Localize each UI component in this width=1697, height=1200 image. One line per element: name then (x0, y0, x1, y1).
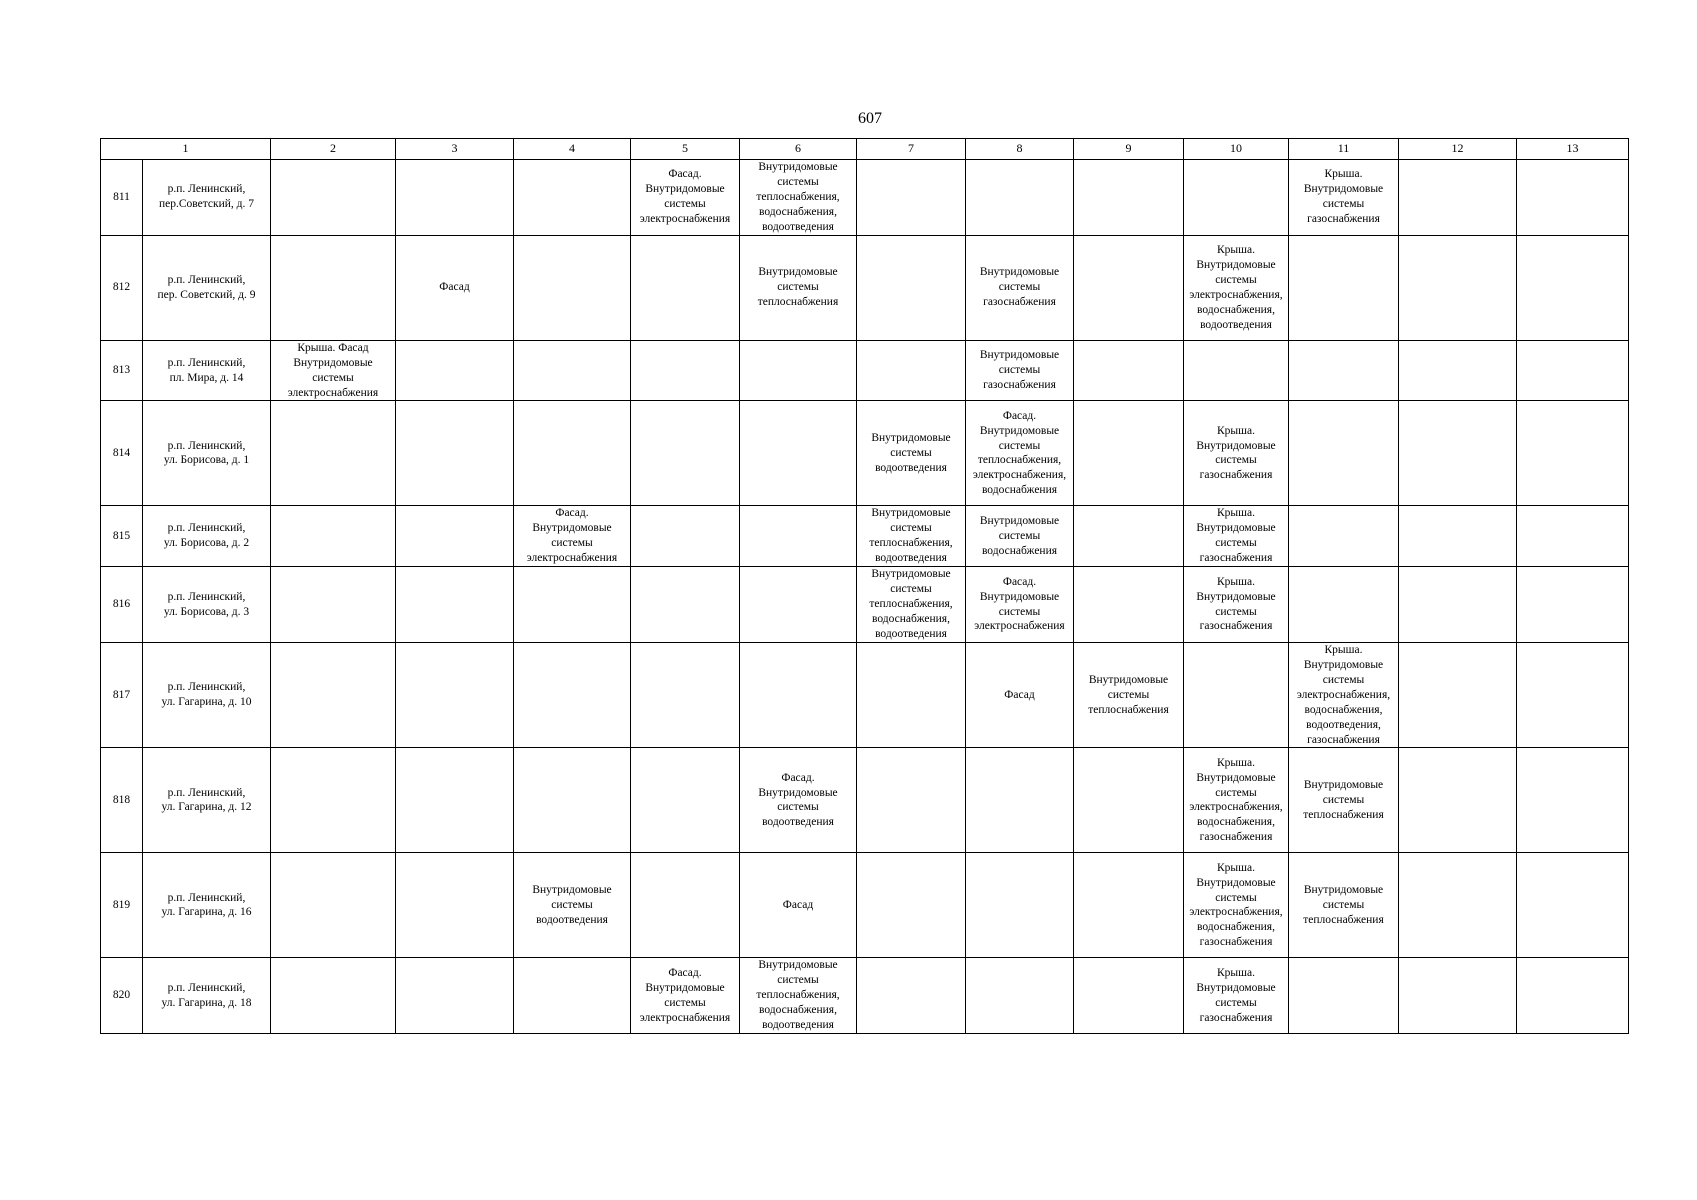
work-type-cell (1184, 506, 1289, 567)
work-type-cell (271, 401, 396, 506)
work-type-cell (396, 401, 514, 506)
address-cell (143, 160, 271, 236)
column-header: 4 (514, 139, 631, 160)
table-row (101, 340, 1629, 401)
work-type-cell (514, 340, 631, 401)
work-type-cell (631, 567, 740, 643)
address-text: р.п. Ленинский, ул. Гагарина, д. 18 (161, 981, 252, 1009)
table-row (101, 748, 1629, 853)
work-type-cell (740, 401, 857, 506)
work-type-cell (396, 958, 514, 1034)
header-row (101, 139, 1629, 160)
column-header: 3 (396, 139, 514, 160)
work-type-text: Крыша. Внутридомовые системы электроснабжения, водоснабжения, водоотведения, газоснабжения (1296, 643, 1391, 746)
table-row (101, 853, 1629, 958)
work-type-cell (966, 958, 1074, 1034)
work-type-cell (1399, 235, 1517, 340)
work-type-cell (1184, 748, 1289, 853)
work-type-cell (1074, 506, 1184, 567)
work-type-cell (966, 401, 1074, 506)
work-type-text: Внутридомовые системы водоотведения (532, 884, 612, 926)
work-type-cell (857, 853, 966, 958)
work-type-cell (631, 506, 740, 567)
work-type-cell (1289, 853, 1399, 958)
work-type-cell (1289, 567, 1399, 643)
work-type-text: Внутридомовые системы теплоснабжения (1303, 884, 1384, 926)
table-row (101, 506, 1629, 567)
work-type-text: Фасад. Внутридомовые системы электроснабжения (526, 507, 618, 565)
column-header: 11 (1289, 139, 1399, 160)
work-type-cell (1289, 642, 1399, 748)
column-header: 1 (101, 139, 271, 160)
row-number-cell: 817 (101, 642, 143, 748)
work-type-text: Фасад. Внутридомовые системы электроснабжения (639, 966, 731, 1024)
work-type-cell (740, 853, 857, 958)
work-type-text: Внутридомовые системы водоснабжения (979, 514, 1060, 557)
work-type-cell (1399, 340, 1517, 401)
work-type-text: Внутридомовые системы теплоснабжения (1088, 673, 1169, 716)
work-type-cell (966, 748, 1074, 853)
work-type-cell (857, 340, 966, 401)
work-type-cell (1399, 506, 1517, 567)
work-type-text: Крыша. Внутридомовые системы газоснабжения (1196, 575, 1276, 633)
row-number-cell: 814 (101, 401, 143, 506)
address-cell (143, 340, 271, 401)
work-type-text: Крыша. Внутридомовые системы газоснабжения (1196, 507, 1276, 565)
address-text: р.п. Ленинский, ул. Гагарина, д. 16 (161, 891, 252, 919)
work-type-text: Крыша. Внутридомовые системы электроснабжения, водоснабжения, газоснабжения (1189, 756, 1283, 844)
work-type-cell (740, 567, 857, 643)
work-type-cell (1399, 748, 1517, 853)
work-type-cell (1074, 748, 1184, 853)
address-text: р.п. Ленинский, ул. Борисова, д. 2 (163, 522, 250, 550)
work-type-cell (1074, 401, 1184, 506)
work-type-cell (1517, 642, 1629, 748)
work-type-cell (1184, 401, 1289, 506)
work-type-cell (631, 235, 740, 340)
work-type-text: Внутридомовые системы теплоснабжения, водоснабжения, водоотведения (869, 568, 953, 640)
column-header: 12 (1399, 139, 1517, 160)
table-row (101, 401, 1629, 506)
column-header: 2 (271, 139, 396, 160)
address-cell (143, 567, 271, 643)
work-type-cell (271, 642, 396, 748)
work-type-cell (1074, 340, 1184, 401)
address-cell (143, 235, 271, 340)
work-type-cell (1074, 958, 1184, 1034)
work-type-cell (1184, 235, 1289, 340)
work-type-cell (740, 340, 857, 401)
address-cell (143, 642, 271, 748)
address-text: р.п. Ленинский, ул. Гагарина, д. 12 (161, 786, 252, 814)
work-type-cell (396, 160, 514, 236)
work-type-text: Внутридомовые системы теплоснабжения, водоотведения (869, 507, 953, 565)
work-type-text: Крыша. Внутридомовые системы газоснабжения (1196, 966, 1276, 1024)
work-type-cell (631, 340, 740, 401)
address-cell (143, 506, 271, 567)
work-type-text: Внутридомовые системы газоснабжения (979, 266, 1060, 309)
work-type-cell (1517, 958, 1629, 1034)
row-number-cell: 818 (101, 748, 143, 853)
work-type-cell (857, 160, 966, 236)
address-text: р.п. Ленинский, пер.Советский, д. 7 (158, 183, 255, 211)
work-type-cell (857, 567, 966, 643)
address-cell (143, 853, 271, 958)
work-type-cell (396, 340, 514, 401)
column-header: 9 (1074, 139, 1184, 160)
work-type-cell (966, 506, 1074, 567)
work-type-cell (857, 235, 966, 340)
work-type-cell (396, 506, 514, 567)
work-type-cell (396, 642, 514, 748)
work-type-cell (396, 567, 514, 643)
work-type-cell (514, 748, 631, 853)
work-type-cell (1074, 642, 1184, 748)
work-type-cell (1289, 340, 1399, 401)
work-type-cell (1289, 401, 1399, 506)
work-type-cell (1517, 340, 1629, 401)
work-type-cell (1517, 853, 1629, 958)
work-type-cell (396, 235, 514, 340)
work-type-cell (857, 642, 966, 748)
work-type-text: Фасад. Внутридомовые системы электроснабжения (974, 575, 1065, 633)
work-type-cell (514, 567, 631, 643)
work-type-cell (1289, 958, 1399, 1034)
work-type-cell (271, 506, 396, 567)
work-type-cell (271, 958, 396, 1034)
work-type-text: Крыша. Внутридомовые системы электроснабжения, водоснабжения, газоснабжения (1189, 861, 1283, 949)
column-header: 10 (1184, 139, 1289, 160)
work-type-cell (740, 160, 857, 236)
work-type-text: Внутридомовые системы водоотведения (871, 432, 951, 474)
work-type-cell (271, 160, 396, 236)
work-type-cell (1289, 235, 1399, 340)
work-type-cell (1399, 160, 1517, 236)
work-type-text: Крыша. Внутридомовые системы газоснабжения (1303, 168, 1384, 226)
work-type-text: Внутридомовые системы газоснабжения (979, 349, 1060, 392)
page-number: 607 (858, 110, 882, 127)
work-type-cell (740, 235, 857, 340)
work-type-cell (740, 748, 857, 853)
work-type-cell (966, 853, 1074, 958)
work-type-cell (1289, 160, 1399, 236)
work-type-text: Крыша. Внутридомовые системы газоснабжения (1196, 424, 1276, 482)
table-header (101, 139, 1629, 160)
work-type-cell (1074, 160, 1184, 236)
work-type-cell (966, 567, 1074, 643)
work-type-cell (631, 160, 740, 236)
work-type-cell (396, 748, 514, 853)
address-text: р.п. Ленинский, пл. Мира, д. 14 (167, 356, 246, 384)
work-type-text: Внутридомовые системы теплоснабжения, водоснабжения, водоотведения (756, 161, 840, 233)
address-text: р.п. Ленинский, ул. Гагарина, д. 10 (161, 681, 252, 709)
column-header: 5 (631, 139, 740, 160)
table-row (101, 235, 1629, 340)
work-type-cell (1517, 160, 1629, 236)
work-type-cell (271, 748, 396, 853)
table-row (101, 567, 1629, 643)
row-number-cell: 813 (101, 340, 143, 401)
work-type-cell (514, 853, 631, 958)
column-header: 8 (966, 139, 1074, 160)
address-cell (143, 401, 271, 506)
work-type-cell (514, 160, 631, 236)
work-type-cell (1289, 748, 1399, 853)
repair-schedule-table (100, 138, 1629, 1034)
work-type-cell (966, 160, 1074, 236)
work-type-cell (514, 401, 631, 506)
column-header: 6 (740, 139, 857, 160)
work-type-cell (1517, 506, 1629, 567)
table-row (101, 160, 1629, 236)
work-type-cell (1184, 642, 1289, 748)
work-type-text: Фасад (439, 281, 470, 294)
work-type-cell (1184, 567, 1289, 643)
row-number-cell: 820 (101, 958, 143, 1034)
work-type-cell (857, 748, 966, 853)
work-type-cell (740, 642, 857, 748)
work-type-cell (514, 642, 631, 748)
work-type-cell (1184, 853, 1289, 958)
work-type-cell (1399, 567, 1517, 643)
work-type-cell (631, 401, 740, 506)
address-text: р.п. Ленинский, пер. Советский, д. 9 (157, 273, 256, 301)
work-type-cell (966, 340, 1074, 401)
work-type-cell (271, 853, 396, 958)
work-type-cell (1289, 506, 1399, 567)
work-type-cell (966, 235, 1074, 340)
work-type-text: Фасад (782, 898, 814, 911)
column-header: 7 (857, 139, 966, 160)
work-type-text: Внутридомовые системы теплоснабжения (757, 266, 839, 309)
work-type-cell (631, 748, 740, 853)
row-number-cell: 812 (101, 235, 143, 340)
work-type-cell (1399, 401, 1517, 506)
work-type-cell (1184, 160, 1289, 236)
work-type-cell (1517, 401, 1629, 506)
address-text: р.п. Ленинский, ул. Борисова, д. 1 (163, 439, 250, 467)
table-row (101, 642, 1629, 748)
work-type-cell (1074, 235, 1184, 340)
work-type-cell (271, 235, 396, 340)
work-type-cell (271, 567, 396, 643)
work-type-cell (966, 642, 1074, 748)
work-type-text: Крыша. Фасад Внутридомовые системы электроснабжения (287, 341, 379, 399)
work-type-cell (740, 506, 857, 567)
address-cell (143, 958, 271, 1034)
work-type-text: Фасад. Внутридомовые системы теплоснабжения, электроснабжения, водоснабжения (972, 409, 1067, 497)
work-type-text: Внутридомовые системы теплоснабжения, водоснабжения, водоотведения (756, 959, 840, 1032)
work-type-cell (857, 958, 966, 1034)
work-type-cell (1517, 748, 1629, 853)
work-type-cell (1184, 958, 1289, 1034)
work-type-cell (857, 506, 966, 567)
work-type-text: Внутридомовые системы теплоснабжения (1303, 779, 1384, 821)
work-type-cell (514, 958, 631, 1034)
work-type-cell (1517, 235, 1629, 340)
row-number-cell: 819 (101, 853, 143, 958)
work-type-cell (396, 853, 514, 958)
work-type-cell (857, 401, 966, 506)
work-type-cell (271, 340, 396, 401)
work-type-cell (514, 235, 631, 340)
work-type-cell (631, 853, 740, 958)
work-type-text: Фасад. Внутридомовые системы водоотведения (758, 771, 838, 829)
work-type-cell (1184, 340, 1289, 401)
work-type-cell (740, 958, 857, 1034)
work-type-text: Фасад (1004, 688, 1035, 701)
work-type-cell (1399, 642, 1517, 748)
row-number-cell: 811 (101, 160, 143, 236)
work-type-cell (514, 506, 631, 567)
work-type-cell (1074, 567, 1184, 643)
work-type-cell (631, 958, 740, 1034)
work-type-cell (1074, 853, 1184, 958)
column-header: 13 (1517, 139, 1629, 160)
work-type-cell (631, 642, 740, 748)
row-number-cell: 815 (101, 506, 143, 567)
address-cell (143, 748, 271, 853)
table-row (101, 958, 1629, 1034)
table-body (101, 160, 1629, 1034)
work-type-cell (1399, 853, 1517, 958)
work-type-cell (1399, 958, 1517, 1034)
work-type-text: Фасад. Внутридомовые системы электроснабжения (639, 168, 731, 226)
row-number-cell: 816 (101, 567, 143, 643)
work-type-text: Крыша. Внутридомовые системы электроснабжения, водоснабжения, водоотведения (1189, 243, 1283, 331)
work-type-cell (1517, 567, 1629, 643)
address-text: р.п. Ленинский, ул. Борисова, д. 3 (163, 590, 250, 618)
